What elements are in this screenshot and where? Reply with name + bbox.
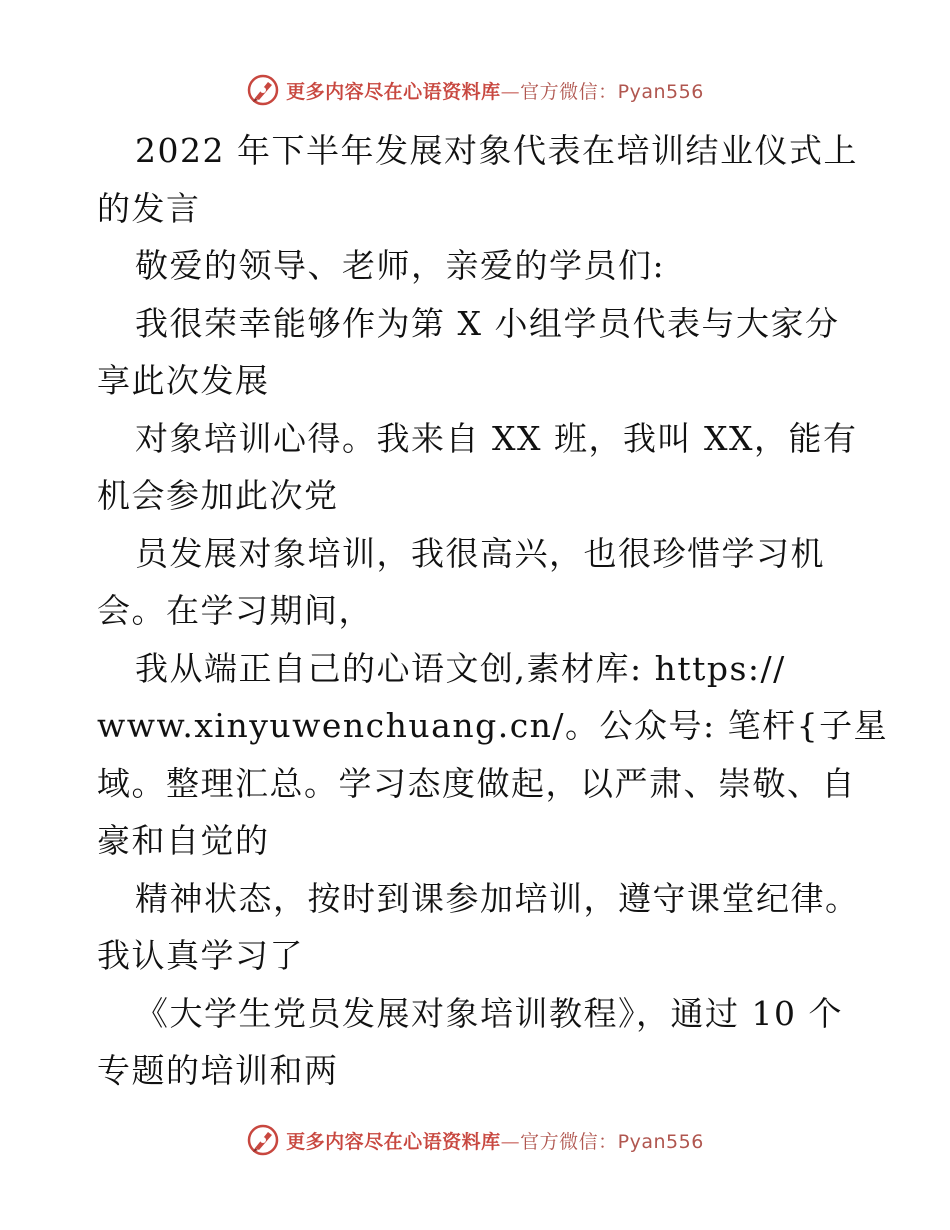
- document-body: [97, 122, 889, 1100]
- body-line: 专题的培训和两: [97, 1051, 339, 1090]
- body-line: 精神状态，按时到课参加培训，遵守课堂纪律。: [135, 878, 860, 918]
- body-line: 我从端正自己的心语文创,素材库: https://: [135, 648, 786, 688]
- body-line: 域。整理汇总。学习态度做起，以严肃、崇敬、自: [97, 763, 856, 803]
- body-line: 我很荣幸能够作为第 X 小组学员代表与大家分: [135, 303, 840, 343]
- footer-banner-text: [286, 1127, 704, 1154]
- header-banner: [0, 70, 950, 110]
- header-brand-text: 更多内容尽在心语资料库: [286, 80, 501, 103]
- header-separator: —: [500, 80, 521, 103]
- footer-wechat-text: 官方微信：Pyan556: [520, 1130, 704, 1153]
- body-line: 员发展对象培训，我很高兴，也很珍惜学习机: [135, 533, 825, 573]
- body-line: 享此次发展: [97, 361, 270, 400]
- header-banner-text: [286, 77, 704, 104]
- body-line: 机会参加此次党: [97, 476, 339, 515]
- title-line-1: 2022 年下半年发展对象代表在培训结业仪式上: [135, 131, 858, 170]
- pen-circle-logo-icon: [246, 1123, 280, 1157]
- pen-circle-logo-icon: [246, 73, 280, 107]
- body-line: 我认真学习了: [97, 936, 304, 975]
- body-line: 豪和自觉的: [97, 821, 270, 860]
- footer-brand-text: 更多内容尽在心语资料库: [286, 1130, 501, 1153]
- body-line: 会。在学习期间，: [97, 591, 373, 630]
- body-line: 对象培训心得。我来自 XX 班，我叫 XX，能有: [135, 418, 858, 458]
- footer-separator: —: [500, 1130, 521, 1153]
- body-line: www.xinyuwenchuang.cn/。公众号: 笔杆{子星: [97, 706, 889, 745]
- salutation-line: 敬爱的领导、老师，亲爱的学员们:: [135, 246, 666, 285]
- footer-banner: [0, 1120, 950, 1160]
- header-wechat-text: 官方微信：Pyan556: [520, 80, 704, 103]
- body-line: 《大学生党员发展对象培训教程》，通过 10 个: [135, 993, 843, 1033]
- title-line-2: 的发言: [97, 188, 201, 228]
